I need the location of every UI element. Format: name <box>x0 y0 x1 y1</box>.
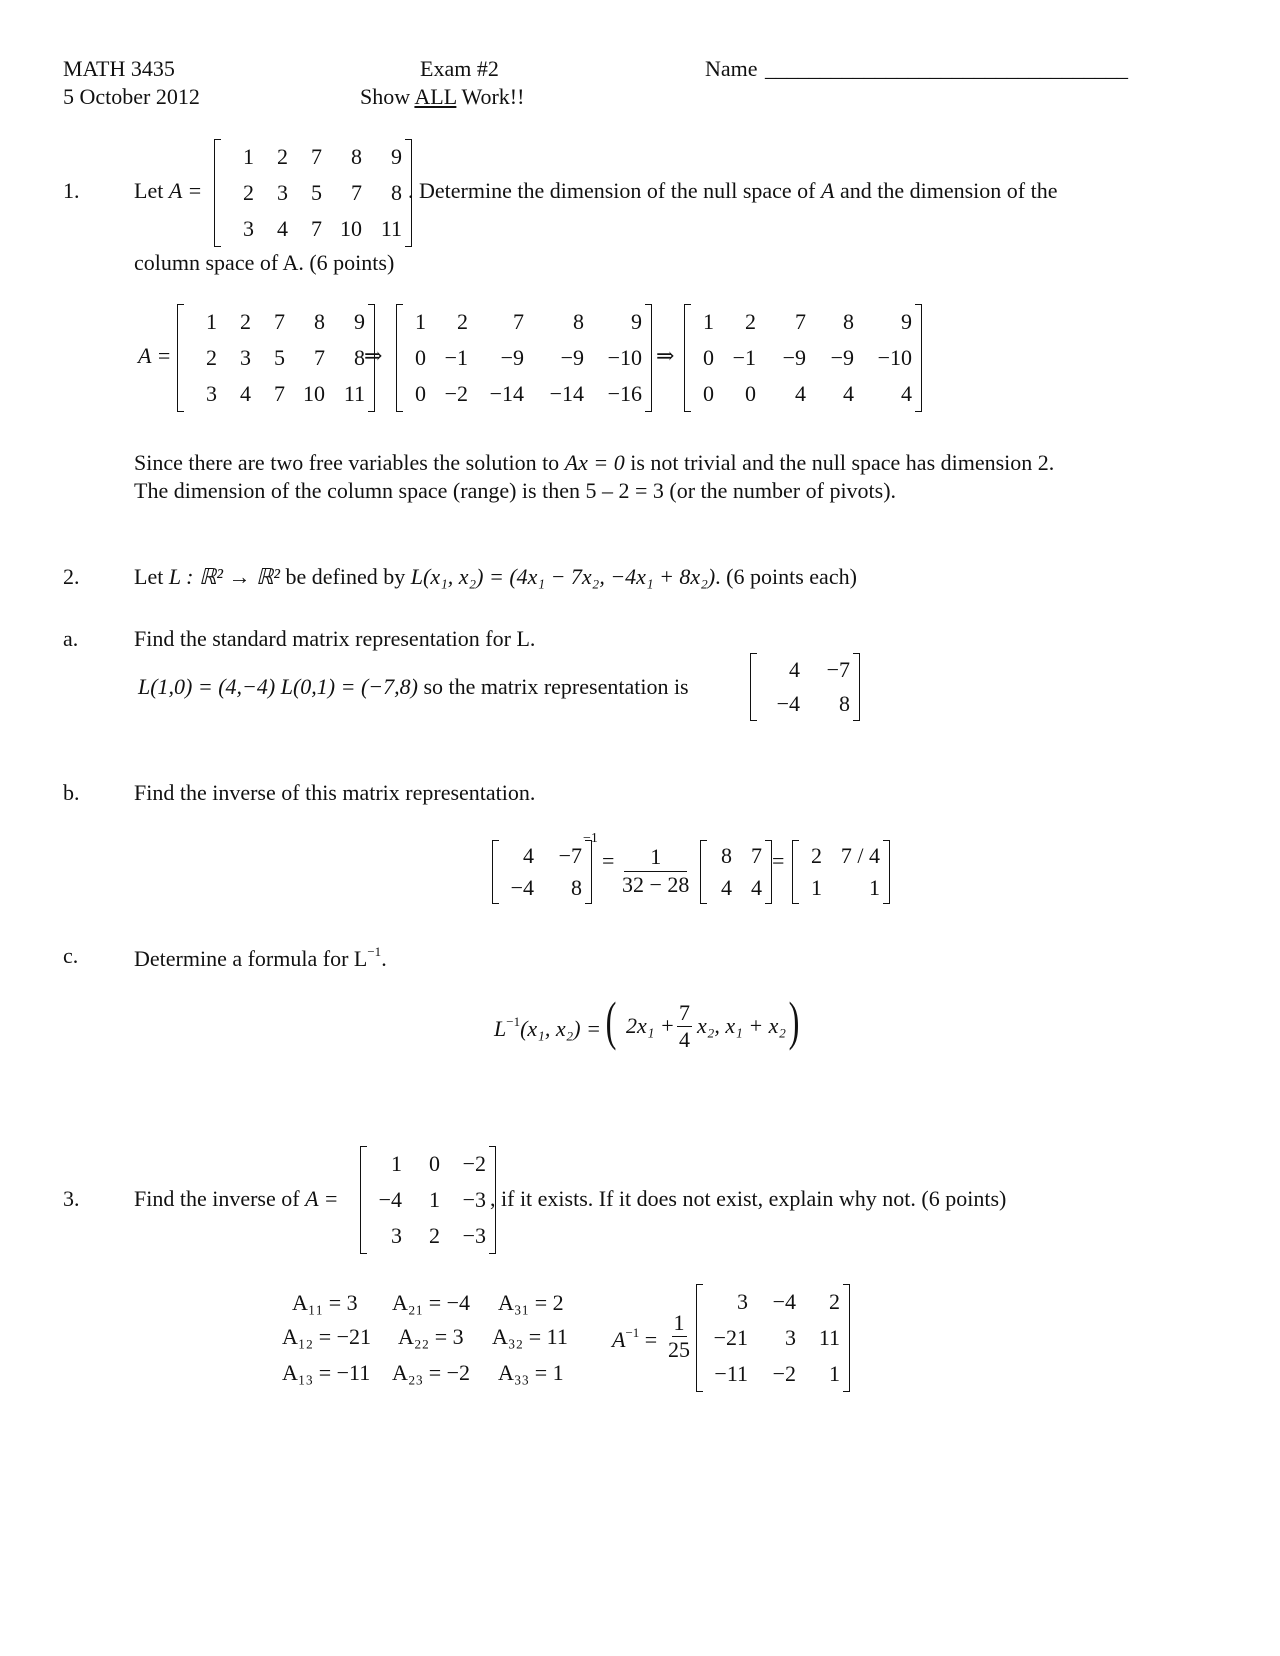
matrix-entry: 11 <box>343 381 365 406</box>
matrix-left-bracket <box>177 304 184 412</box>
matrix-entry: 2 <box>811 843 822 868</box>
matrix-left-bracket <box>360 1146 367 1254</box>
matrix-entry: 7 <box>311 144 322 169</box>
matrix-right-bracket <box>883 840 890 904</box>
matrix-entry: −1 <box>444 345 468 370</box>
matrix-entry: 1 <box>869 875 880 900</box>
q2c-prompt: Determine a formula for $L^{-1}$. <box>134 944 387 971</box>
name-field[interactable]: _________________________________ <box>765 56 1128 81</box>
q2b-fraction: $\frac{1}{32 - 28}$ <box>622 844 690 897</box>
matrix-entry: 3 <box>785 1325 796 1350</box>
matrix-entry: 3 <box>737 1289 748 1314</box>
q2c-lhs: $L^{-1}(x_1$, x₂) = <box>494 1014 601 1041</box>
q1-prompt: . Determine the dimension of the null space of A and the dimension of the <box>408 178 1058 203</box>
matrix-entry: 1 <box>811 875 822 900</box>
matrix-entry: 9 <box>354 309 365 334</box>
matrix-entry: 2 <box>243 180 254 205</box>
matrix-entry: 9 <box>391 144 402 169</box>
matrix-entry: 2 <box>206 345 217 370</box>
q1-work-a: A = <box>138 343 172 368</box>
q2b-eq-2: = <box>772 848 785 873</box>
matrix-entry: −16 <box>607 381 642 406</box>
matrix-entry: 3 <box>240 345 251 370</box>
matrix-entry: 0 <box>703 381 714 406</box>
matrix-entry: 4 <box>240 381 251 406</box>
q1-let: Let A = <box>134 178 203 203</box>
matrix-entry: 1 <box>829 1361 840 1386</box>
q2b-inverse-exp: −1 <box>583 831 598 846</box>
cofactor-a31: A₃₁ = 2 <box>498 1290 564 1315</box>
matrix-entry: 1 <box>243 144 254 169</box>
matrix-entry: −2 <box>462 1151 486 1176</box>
matrix-entry: 4 <box>843 381 854 406</box>
matrix-entry: 8 <box>351 144 362 169</box>
matrix-entry: 4 <box>721 875 732 900</box>
exam-title: Exam #2 <box>420 56 499 81</box>
matrix-entry: −2 <box>772 1361 796 1386</box>
matrix-right-bracket <box>585 840 592 904</box>
matrix-entry: 8 <box>843 309 854 334</box>
matrix-entry: 4 <box>751 875 762 900</box>
q2a-label: a. <box>63 626 79 651</box>
matrix-entry: 1 <box>429 1187 440 1212</box>
matrix-right-bracket <box>843 1284 850 1392</box>
q2-statement: Let L : ℝ² → ℝ² be defined by L(x₁, x₂) = (4x₁ − 7x₂, −4x₁ + 8x₂). (6 points each) <box>134 564 857 589</box>
q1-matrix-step1 <box>177 304 375 412</box>
matrix-entry: 10 <box>340 216 362 241</box>
q2a-work: L(1,0) = (4,−4) L(0,1) = (−7,8) so the matrix representation is <box>138 674 689 699</box>
matrix-entry: 3 <box>277 180 288 205</box>
q3-inverse-label: $A^{-1}$ = <box>612 1325 658 1352</box>
q2b-prompt: Find the inverse of this matrix representation. <box>134 780 536 805</box>
matrix-right-bracket <box>853 653 860 721</box>
matrix-entry: 5 <box>311 180 322 205</box>
q3-matrix-a <box>360 1146 496 1254</box>
q2-number: 2. <box>63 564 80 589</box>
matrix-entry: 7 <box>314 345 325 370</box>
matrix-entry: 0 <box>703 345 714 370</box>
matrix-entry: −14 <box>489 381 524 406</box>
matrix-entry: 10 <box>303 381 325 406</box>
matrix-entry: 2 <box>429 1223 440 1248</box>
name-label: Name <box>705 56 758 81</box>
q3-inverse-matrix <box>696 1284 850 1392</box>
q2b-adjugate <box>700 840 772 904</box>
matrix-left-bracket <box>214 139 221 247</box>
matrix-entry: 7 <box>513 309 524 334</box>
matrix-entry: 2 <box>829 1289 840 1314</box>
matrix-entry: −3 <box>462 1187 486 1212</box>
q1-arrow-2: ⇒ <box>656 343 675 368</box>
matrix-entry: 1 <box>206 309 217 334</box>
matrix-entry: 7 <box>274 309 285 334</box>
q2b-label: b. <box>63 780 80 805</box>
course-code: MATH 3435 <box>63 56 175 81</box>
matrix-entry: 1 <box>703 309 714 334</box>
matrix-entry: −9 <box>560 345 584 370</box>
cofactor-a21: A₂₁ = −4 <box>392 1290 471 1315</box>
cofactor-a13: A₁₃ = −11 <box>282 1360 371 1385</box>
q1-answer-line2: The dimension of the column space (range) is then 5 – 2 = 3 (or the number of pivots). <box>134 478 897 503</box>
matrix-entry: 9 <box>631 309 642 334</box>
matrix-entry: −4 <box>772 1289 796 1314</box>
q2c-term2: x₂, x₁ + x₂ <box>697 1013 787 1038</box>
matrix-entry: 8 <box>314 309 325 334</box>
exam-date: 5 October 2012 <box>63 84 200 109</box>
q3-prompt-pre: Find the inverse of A = <box>134 1186 339 1211</box>
matrix-entry: −4 <box>378 1187 402 1212</box>
matrix-entry: 3 <box>391 1223 402 1248</box>
q2c-label: c. <box>63 943 79 968</box>
q3-fraction: $\frac{1}{25}$ <box>668 1310 690 1362</box>
matrix-entry: 7 / 4 <box>840 843 880 868</box>
matrix-entry: −21 <box>713 1325 748 1350</box>
matrix-entry: 8 <box>839 691 850 716</box>
q2b-lhs-matrix <box>492 840 592 904</box>
matrix-left-bracket <box>492 840 499 904</box>
matrix-right-bracket <box>645 304 652 412</box>
matrix-entry: 7 <box>274 381 285 406</box>
matrix-left-bracket <box>792 840 799 904</box>
q2b-result <box>792 840 890 904</box>
matrix-entry: 0 <box>429 1151 440 1176</box>
q2c-term1: 2x₁ + <box>626 1013 675 1038</box>
matrix-entry: −11 <box>714 1361 748 1386</box>
matrix-entry: 11 <box>818 1325 840 1350</box>
matrix-entry: 2 <box>240 309 251 334</box>
matrix-entry: −10 <box>877 345 912 370</box>
matrix-entry: 4 <box>523 843 534 868</box>
q3-number: 3. <box>63 1186 80 1211</box>
matrix-entry: −7 <box>826 657 850 682</box>
q2a-prompt: Find the standard matrix representation for L. <box>134 626 536 651</box>
matrix-entry: −14 <box>549 381 584 406</box>
matrix-entry: 1 <box>391 1151 402 1176</box>
matrix-entry: 4 <box>901 381 912 406</box>
matrix-entry: 4 <box>789 657 800 682</box>
matrix-entry: 8 <box>354 345 365 370</box>
matrix-entry: −4 <box>510 875 534 900</box>
matrix-left-bracket <box>700 840 707 904</box>
matrix-entry: 11 <box>380 216 402 241</box>
matrix-entry: −9 <box>782 345 806 370</box>
q2c-fraction: $\frac{7}{4}$ <box>679 1000 690 1052</box>
cofactor-a32: A₃₂ = 11 <box>492 1324 568 1349</box>
q1-matrix-step2 <box>396 304 652 412</box>
matrix-entry: −9 <box>500 345 524 370</box>
q2a-matrix <box>750 653 860 721</box>
matrix-entry: 7 <box>795 309 806 334</box>
matrix-entry: 8 <box>571 875 582 900</box>
matrix-entry: −9 <box>830 345 854 370</box>
matrix-entry: 9 <box>901 309 912 334</box>
q1-prompt-line2: column space of A. (6 points) <box>134 250 395 275</box>
matrix-entry: −3 <box>462 1223 486 1248</box>
cofactor-a12: A₁₂ = −21 <box>282 1324 372 1349</box>
matrix-entry: 8 <box>391 180 402 205</box>
q3-prompt-post: , if it exists. If it does not exist, explain why not. (6 points) <box>490 1186 1007 1211</box>
cofactor-a22: A₂₂ = 3 <box>398 1324 464 1349</box>
matrix-left-bracket <box>396 304 403 412</box>
matrix-entry: 2 <box>277 144 288 169</box>
matrix-entry: 7 <box>351 180 362 205</box>
matrix-entry: 4 <box>277 216 288 241</box>
matrix-entry: 3 <box>206 381 217 406</box>
q2c-right-paren: ) <box>788 991 800 1051</box>
matrix-entry: −1 <box>732 345 756 370</box>
instructions: Show ALL Work!! <box>360 84 525 109</box>
cofactor-a11: A₁₁ = 3 <box>292 1290 358 1315</box>
matrix-entry: 0 <box>415 345 426 370</box>
matrix-entry: 0 <box>415 381 426 406</box>
matrix-entry: 7 <box>311 216 322 241</box>
matrix-entry: 2 <box>745 309 756 334</box>
matrix-entry: 3 <box>243 216 254 241</box>
matrix-right-bracket <box>915 304 922 412</box>
matrix-entry: 7 <box>751 843 762 868</box>
matrix-entry: 0 <box>745 381 756 406</box>
cofactor-a23: A₂₃ = −2 <box>392 1360 471 1385</box>
q2c-left-paren: ( <box>605 991 617 1051</box>
matrix-entry: −10 <box>607 345 642 370</box>
q1-number: 1. <box>63 178 80 203</box>
matrix-right-bracket <box>765 840 772 904</box>
matrix-entry: 2 <box>457 309 468 334</box>
matrix-left-bracket <box>696 1284 703 1392</box>
matrix-entry: −2 <box>444 381 468 406</box>
q1-matrix-a <box>214 139 412 247</box>
matrix-entry: −7 <box>558 843 582 868</box>
cofactor-a33: A₃₃ = 1 <box>498 1360 564 1385</box>
matrix-left-bracket <box>750 653 757 721</box>
matrix-entry: 8 <box>721 843 732 868</box>
q1-matrix-step3 <box>684 304 922 412</box>
q1-answer-line1: Since there are two free variables the solution to Ax = 0 is not trivial and the null space has dimension 2. <box>134 450 1055 475</box>
matrix-entry: 1 <box>415 309 426 334</box>
matrix-entry: 8 <box>573 309 584 334</box>
matrix-left-bracket <box>684 304 691 412</box>
matrix-entry: 5 <box>274 345 285 370</box>
matrix-entry: −4 <box>776 691 800 716</box>
q1-arrow-1: ⇒ <box>364 343 383 368</box>
q2b-eq-1: = <box>602 848 615 873</box>
matrix-entry: 4 <box>795 381 806 406</box>
